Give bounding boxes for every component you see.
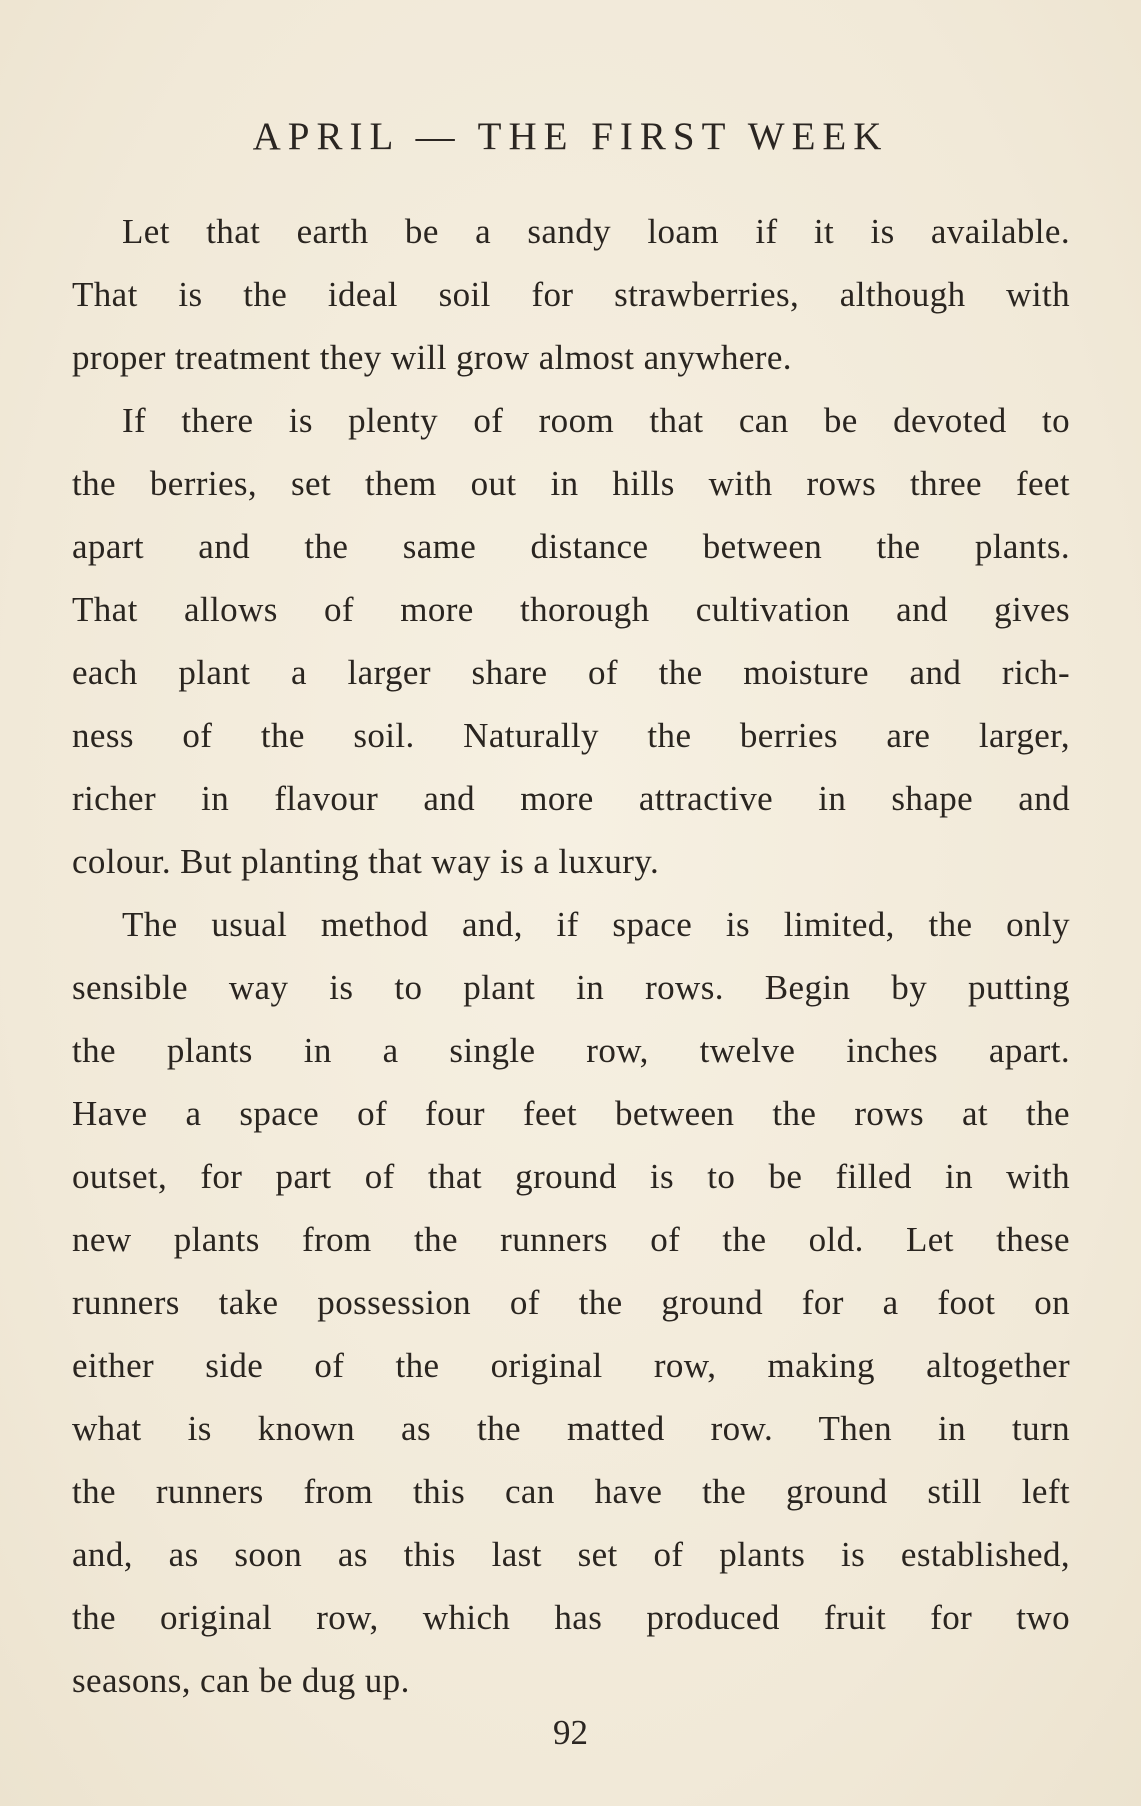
text-line: each plant a larger share of the moisture and rich- <box>72 653 1070 692</box>
paragraph-1 <box>72 200 1070 389</box>
text-line: seasons, can be dug up. <box>72 1661 410 1700</box>
text-line: either side of the original row, making altogether <box>72 1346 1070 1385</box>
text-line: ness of the soil. Naturally the berries are larger, <box>72 716 1070 755</box>
text-line: outset, for part of that ground is to be filled in with <box>72 1157 1070 1196</box>
text-line: sensible way is to plant in rows. Begin by putting <box>72 968 1070 1007</box>
text-line: the berries, set them out in hills with rows three feet <box>72 464 1070 503</box>
text-line: richer in flavour and more attractive in shape and <box>72 779 1070 818</box>
page-number: 92 <box>553 1713 588 1752</box>
text-line: the original row, which has produced fruit for two <box>72 1598 1070 1637</box>
text-line: That allows of more thorough cultivation and gives <box>72 590 1070 629</box>
paragraph-3 <box>72 893 1070 1712</box>
text-line: The usual method and, if space is limited, the only <box>122 905 1070 944</box>
text-line: the plants in a single row, twelve inches apart. <box>72 1031 1070 1070</box>
text-line: Have a space of four feet between the rows at the <box>72 1094 1070 1133</box>
paragraph-2 <box>72 389 1070 893</box>
text-line: what is known as the matted row. Then in turn <box>72 1409 1070 1448</box>
text-line: and, as soon as this last set of plants is established, <box>72 1535 1070 1574</box>
text-line: That is the ideal soil for strawberries, although with <box>72 275 1070 314</box>
text-line: the runners from this can have the ground still left <box>72 1472 1070 1511</box>
text-line: colour. But planting that way is a luxury. <box>72 842 660 881</box>
text-line: Let that earth be a sandy loam if it is available. <box>122 212 1070 251</box>
text-line: proper treatment they will grow almost anywhere. <box>72 338 792 377</box>
text-line: If there is plenty of room that can be devoted to <box>122 401 1070 440</box>
running-head: APRIL — THE FIRST WEEK <box>252 115 889 158</box>
text-line: apart and the same distance between the plants. <box>72 527 1070 566</box>
body-text <box>72 200 1070 1712</box>
text-line: runners take possession of the ground for a foot on <box>72 1283 1070 1322</box>
text-line: new plants from the runners of the old. Let these <box>72 1220 1070 1259</box>
